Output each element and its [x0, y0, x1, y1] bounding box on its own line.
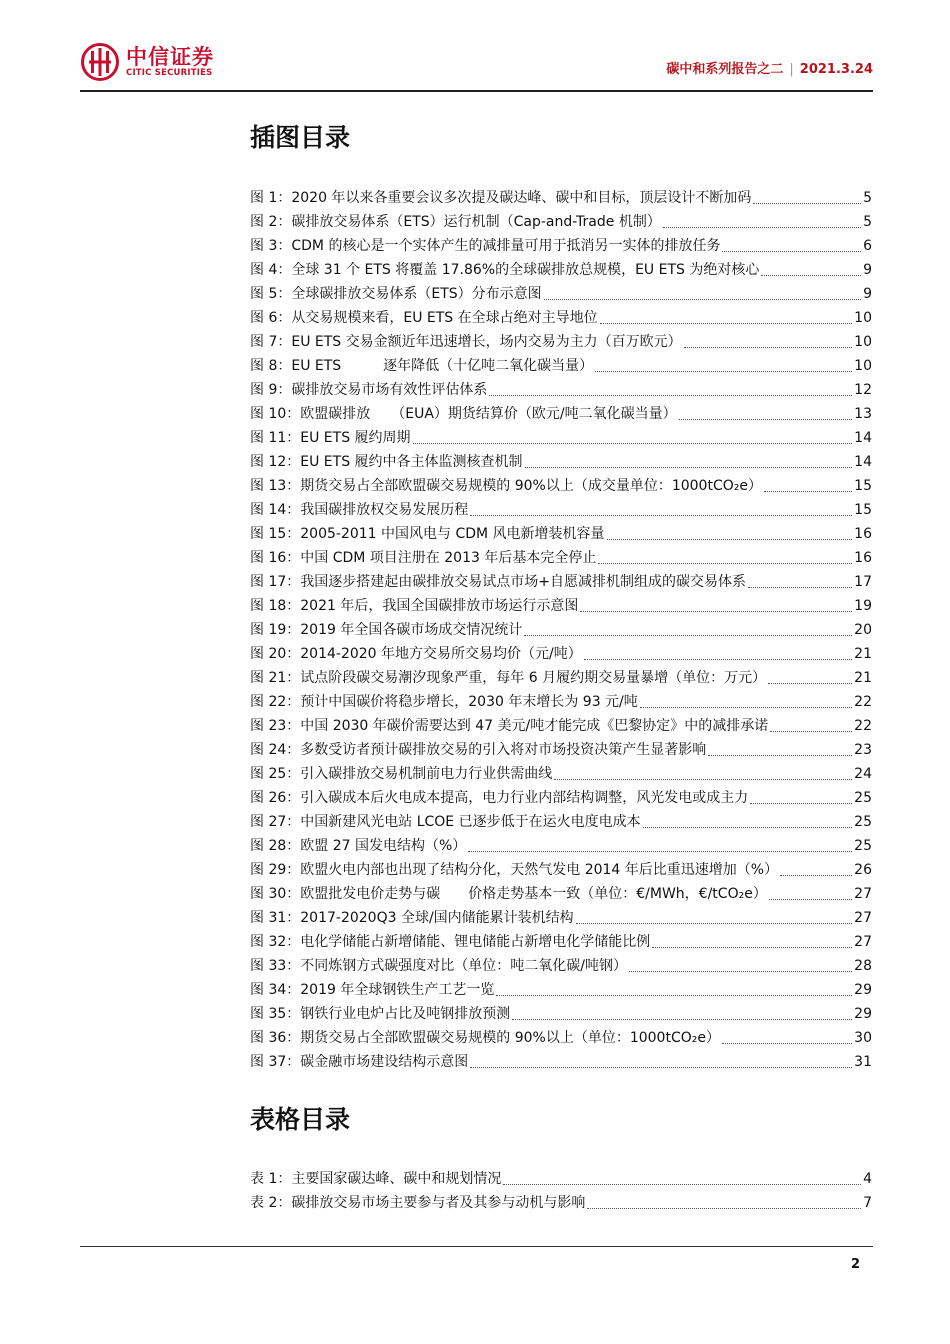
toc-dot-leader	[524, 621, 852, 636]
toc-entry[interactable]	[250, 831, 872, 855]
toc-dot-leader	[663, 213, 861, 228]
toc-entry-label: 图 33：不同炼钢方式碳强度对比（单位：吨二氧化碳/吨钢）	[250, 958, 627, 974]
toc-entry-label: 图 34：2019 年全球钢铁生产工艺一览	[250, 982, 495, 998]
toc-entry-page: 27	[854, 886, 872, 902]
toc-entry[interactable]	[250, 543, 872, 567]
toc-entry[interactable]	[250, 903, 872, 927]
toc-entry[interactable]	[250, 759, 872, 783]
toc-dot-leader	[748, 573, 852, 588]
toc-entry[interactable]	[250, 927, 872, 951]
toc-entry-page: 20	[854, 622, 872, 638]
toc-dot-leader	[708, 741, 852, 756]
toc-entry[interactable]	[250, 639, 872, 663]
toc-dot-leader	[770, 717, 852, 732]
toc-dot-leader	[470, 1053, 852, 1068]
toc-entry-label: 图 31：2017-2020Q3 全球/国内储能累计装机结构	[250, 910, 574, 926]
toc-dot-leader	[761, 261, 861, 276]
toc-entry[interactable]	[250, 711, 872, 735]
toc-entry-page: 10	[854, 334, 872, 350]
toc-dot-leader	[576, 909, 853, 924]
toc-entry-label: 图 11：EU ETS 履约周期	[250, 430, 411, 446]
toc-entry-page: 5	[863, 190, 872, 206]
toc-entry-page: 29	[854, 1006, 872, 1022]
toc-dot-leader	[413, 429, 853, 444]
toc-entry[interactable]	[250, 615, 872, 639]
citic-logo	[80, 42, 214, 82]
report-series-info	[666, 58, 873, 77]
toc-dot-leader	[580, 597, 852, 612]
logo-english-name: CITIC SECURITIES	[126, 67, 213, 78]
toc-entry-page: 19	[854, 598, 872, 614]
toc-entry-page: 27	[854, 934, 872, 950]
toc-entry-page: 25	[854, 814, 872, 830]
toc-dot-leader	[750, 789, 852, 804]
citic-logo-icon	[80, 42, 120, 82]
toc-dot-leader	[607, 525, 853, 540]
toc-entry-page: 23	[854, 742, 872, 758]
figures-section-title: 插图目录	[250, 123, 351, 152]
toc-entry[interactable]	[250, 399, 872, 423]
toc-entry[interactable]	[250, 807, 872, 831]
toc-dot-leader	[722, 237, 861, 252]
toc-dot-leader	[780, 861, 852, 876]
toc-entry[interactable]	[250, 951, 872, 975]
toc-entry-label: 图 4：全球 31 个 ETS 将覆盖 17.86%的全球碳排放总规模，EU ETS 为绝对核心	[250, 262, 760, 278]
figures-toc-list	[250, 183, 872, 1071]
toc-entry-page: 5	[863, 214, 872, 230]
toc-entry-label: 图 15：2005-2011 中国风电与 CDM 风电新增装机容量	[250, 526, 605, 542]
toc-entry-page: 31	[854, 1054, 872, 1070]
logo-chinese-name: 中信证券	[126, 44, 214, 69]
toc-entry-label: 图 5：全球碳排放交易体系（ETS）分布示意图	[250, 286, 542, 302]
toc-entry[interactable]	[250, 567, 872, 591]
toc-entry-page: 25	[854, 838, 872, 854]
toc-entry-page: 30	[854, 1030, 872, 1046]
toc-entry-page: 10	[854, 358, 872, 374]
toc-entry-label: 图 28：欧盟 27 国发电结构（%）	[250, 838, 467, 854]
toc-entry-page: 9	[863, 262, 872, 278]
toc-entry-label: 图 10：欧盟碳排放 （EUA）期货结算价（欧元/吨二氧化碳当量）	[250, 406, 677, 422]
toc-entry-page: 26	[854, 862, 872, 878]
toc-entry-page: 16	[854, 526, 872, 542]
toc-entry-label: 图 26：引入碳成本后火电成本提高，电力行业内部结构调整，风光发电或成主力	[250, 790, 749, 806]
toc-entry-page: 14	[854, 454, 872, 470]
toc-dot-leader	[595, 357, 852, 372]
toc-entry-label: 图 8：EU ETS 逐年降低（十亿吨二氧化碳当量）	[250, 358, 594, 374]
toc-entry[interactable]	[250, 471, 872, 495]
toc-dot-leader	[684, 333, 853, 348]
toc-entry-label: 图 2：碳排放交易体系（ETS）运行机制（Cap-and-Trade 机制）	[250, 214, 661, 230]
header-divider	[80, 90, 873, 92]
toc-dot-leader	[722, 1029, 852, 1044]
toc-entry[interactable]	[250, 303, 872, 327]
toc-entry-label: 图 17：我国逐步搭建起由碳排放交易试点市场+自愿减排机制组成的碳交易体系	[250, 574, 746, 590]
toc-entry-label: 图 23：中国 2030 年碳价需要达到 47 美元/吨才能完成《巴黎协定》中的减排承诺	[250, 718, 769, 734]
toc-dot-leader	[768, 669, 852, 684]
toc-entry-page: 15	[854, 502, 872, 518]
toc-entry-page: 12	[854, 382, 872, 398]
toc-entry-page: 16	[854, 550, 872, 566]
toc-entry-label: 图 37：碳金融市场建设结构示意图	[250, 1054, 469, 1070]
toc-entry-label: 图 36：期货交易占全部欧盟碳交易规模的 90%以上（单位：1000tCO₂e）	[250, 1030, 720, 1046]
toc-dot-leader	[679, 405, 853, 420]
toc-entry-label: 图 19：2019 年全国各碳市场成交情况统计	[250, 622, 523, 638]
toc-entry-page: 24	[854, 766, 872, 782]
toc-entry-label: 图 22：预计中国碳价将稳步增长，2030 年末增长为 93 元/吨	[250, 694, 638, 710]
toc-dot-leader	[468, 837, 852, 852]
toc-entry[interactable]	[250, 351, 872, 375]
toc-entry[interactable]	[250, 519, 872, 543]
toc-entry-page: 22	[854, 694, 872, 710]
toc-entry-page: 25	[854, 790, 872, 806]
toc-dot-leader	[544, 285, 861, 300]
toc-entry-label: 图 20：2014-2020 年地方交易所交易均价（元/吨）	[250, 646, 582, 662]
toc-entry-label: 图 32：电化学储能占新增储能、锂电储能占新增电化学储能比例	[250, 934, 651, 950]
toc-entry-page: 21	[854, 646, 872, 662]
toc-entry[interactable]	[250, 375, 872, 399]
toc-entry[interactable]	[250, 1023, 872, 1047]
toc-entry[interactable]	[250, 999, 872, 1023]
toc-dot-leader	[600, 309, 853, 324]
page-number: 2	[850, 1257, 860, 1272]
toc-entry-label: 图 25：引入碳排放交易机制前电力行业供需曲线	[250, 766, 553, 782]
toc-dot-leader	[629, 957, 852, 972]
toc-entry[interactable]	[250, 1164, 872, 1188]
toc-entry-label: 图 9：碳排放交易市场有效性评估体系	[250, 382, 488, 398]
toc-entry-label: 图 24：多数受访者预计碳排放交易的引入将对市场投资决策产生显著影响	[250, 742, 707, 758]
toc-entry-label: 图 6：从交易规模来看，EU ETS 在全球占绝对主导地位	[250, 310, 598, 326]
toc-dot-leader	[503, 1170, 861, 1185]
report-date: 2021.3.24	[799, 62, 873, 77]
toc-dot-leader	[764, 477, 852, 492]
toc-dot-leader	[470, 501, 852, 516]
toc-entry-page: 29	[854, 982, 872, 998]
toc-entry-page: 15	[854, 478, 872, 494]
toc-entry-page: 17	[854, 574, 872, 590]
toc-entry-label: 图 3：CDM 的核心是一个实体产生的减排量可用于抵消另一实体的排放任务	[250, 238, 721, 254]
toc-entry[interactable]	[250, 735, 872, 759]
toc-dot-leader	[643, 813, 853, 828]
toc-entry[interactable]	[250, 855, 872, 879]
toc-entry[interactable]	[250, 687, 872, 711]
toc-dot-leader	[554, 765, 852, 780]
toc-dot-leader	[489, 381, 852, 396]
toc-entry-label: 图 16：中国 CDM 项目注册在 2013 年后基本完全停止	[250, 550, 597, 566]
toc-entry[interactable]	[250, 447, 872, 471]
toc-entry-page: 13	[854, 406, 872, 422]
toc-entry-label: 表 1：主要国家碳达峰、碳中和规划情况	[250, 1171, 502, 1187]
toc-entry-label: 图 21：试点阶段碳交易潮汐现象严重，每年 6 月履约期交易量暴增（单位：万元）	[250, 670, 767, 686]
page-header	[80, 40, 873, 92]
toc-entry[interactable]	[250, 783, 872, 807]
toc-dot-leader	[584, 645, 852, 660]
toc-entry[interactable]	[250, 1188, 872, 1212]
toc-entry-label: 图 27：中国新建风光电站 LCOE 已逐步低于在运火电度电成本	[250, 814, 641, 830]
toc-entry-label: 图 18：2021 年后，我国全国碳排放市场运行示意图	[250, 598, 579, 614]
toc-entry-page: 7	[863, 1195, 872, 1211]
toc-dot-leader	[652, 933, 852, 948]
toc-entry-label: 图 7：EU ETS 交易金额近年迅速增长，场内交易为主力（百万欧元）	[250, 334, 682, 350]
toc-entry-page: 9	[863, 286, 872, 302]
toc-entry[interactable]	[250, 1047, 872, 1071]
toc-dot-leader	[496, 981, 852, 996]
toc-entry-label: 图 35：钢铁行业电炉占比及吨钢排放预测	[250, 1006, 511, 1022]
toc-entry-page: 21	[854, 670, 872, 686]
toc-entry[interactable]	[250, 495, 872, 519]
header-separator: |	[789, 62, 794, 77]
toc-entry-label: 图 14：我国碳排放权交易发展历程	[250, 502, 469, 518]
toc-dot-leader	[525, 453, 853, 468]
tables-section-title: 表格目录	[250, 1105, 351, 1134]
tables-toc-list	[250, 1164, 872, 1212]
toc-entry[interactable]	[250, 255, 872, 279]
toc-dot-leader	[640, 693, 852, 708]
toc-entry[interactable]	[250, 327, 872, 351]
toc-dot-leader	[512, 1005, 852, 1020]
toc-entry-page: 4	[863, 1171, 872, 1187]
toc-entry-label: 图 13：期货交易占全部欧盟碳交易规模的 90%以上（成交量单位：1000tCO₂e）	[250, 478, 762, 494]
toc-entry[interactable]	[250, 183, 872, 207]
toc-dot-leader	[598, 549, 852, 564]
toc-entry-label: 表 2：碳排放交易市场主要参与者及其参与动机与影响	[250, 1195, 586, 1211]
toc-entry-label: 图 1：2020 年以来各重要会议多次提及碳达峰、碳中和目标，顶层设计不断加码	[250, 190, 752, 206]
toc-entry[interactable]	[250, 231, 872, 255]
toc-entry[interactable]	[250, 423, 872, 447]
toc-entry[interactable]	[250, 207, 872, 231]
toc-entry-page: 28	[854, 958, 872, 974]
toc-entry-page: 10	[854, 310, 872, 326]
toc-entry[interactable]	[250, 663, 872, 687]
toc-entry[interactable]	[250, 591, 872, 615]
toc-entry[interactable]	[250, 879, 872, 903]
toc-entry[interactable]	[250, 975, 872, 999]
toc-entry-page: 27	[854, 910, 872, 926]
toc-entry-page: 14	[854, 430, 872, 446]
report-series-name: 碳中和系列报告之二	[666, 62, 784, 77]
toc-entry[interactable]	[250, 279, 872, 303]
toc-entry-label: 图 12：EU ETS 履约中各主体监测核查机制	[250, 454, 523, 470]
toc-entry-label: 图 29：欧盟火电内部也出现了结构分化，天然气发电 2014 年后比重迅速增加（%）	[250, 862, 779, 878]
toc-dot-leader	[769, 885, 852, 900]
toc-entry-label: 图 30：欧盟批发电价走势与碳 价格走势基本一致（单位：€/MWh，€/tCO₂e）	[250, 886, 767, 902]
toc-dot-leader	[587, 1194, 861, 1209]
footer-divider	[80, 1246, 873, 1247]
toc-dot-leader	[753, 189, 861, 204]
toc-entry-page: 6	[863, 238, 872, 254]
toc-entry-page: 22	[854, 718, 872, 734]
